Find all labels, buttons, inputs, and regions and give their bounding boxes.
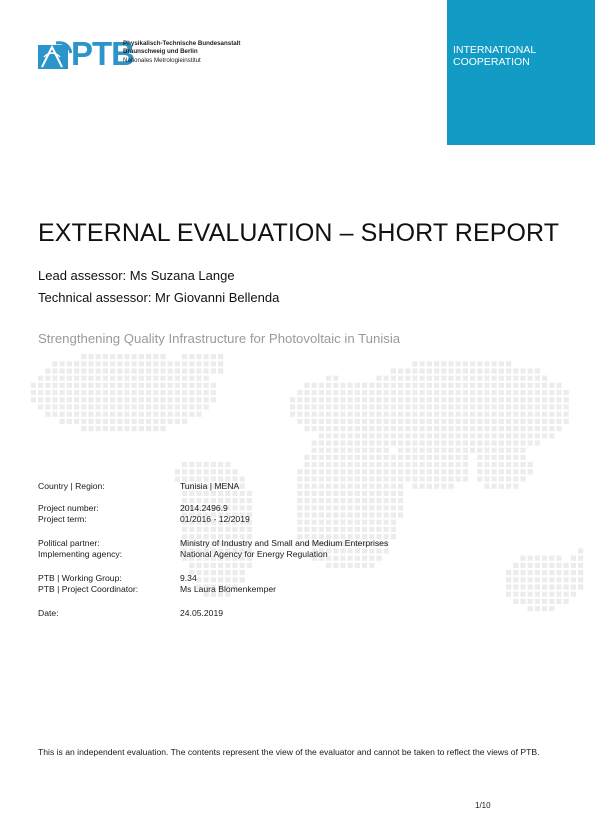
detail-value: Ministry of Industry and Small and Medium Enterprises [180,538,389,548]
detail-label: Project term: [38,514,87,524]
detail-label: Political partner: [38,538,100,548]
detail-label: Implementing agency: [38,549,123,559]
report-title: EXTERNAL EVALUATION – SHORT REPORT [38,219,560,247]
logo-wordmark: PTB [71,35,134,72]
detail-value: 2014.2496.9 [180,503,228,513]
detail-label: Country | Region: [38,481,105,491]
ptb-logo-mark-icon [38,39,72,69]
disclaimer-text: This is an independent evaluation. The contents represent the view of the evaluator and cannot be taken to reflect the views of PTB. [38,747,540,757]
institute-name [123,40,241,65]
detail-value: 9.34 [180,573,197,583]
corner-banner [447,0,595,145]
detail-label: Date: [38,608,59,618]
page-number: 1/10 [475,801,491,810]
detail-value: 24.05.2019 [180,608,224,618]
detail-label: PTB | Working Group: [38,573,122,583]
project-subtitle: Strengthening Quality Infrastructure for Photovoltaic in Tunisia [38,331,401,346]
ptb-logo [38,35,278,73]
detail-value: National Agency for Energy Regulation [180,549,328,559]
institute-line-2: Braunschweig und Berlin [123,48,198,56]
corner-line-2: COOPERATION [453,56,530,68]
detail-value: Tunisia | MENA [180,481,240,491]
detail-value: 01/2016 - 12/2019 [180,514,250,524]
detail-label: Project number: [38,503,99,513]
institute-line-3: Nationales Metrologieinstitut [123,56,201,64]
world-map-background [0,350,595,650]
corner-banner-text [453,44,536,68]
institute-line-1: Physikalisch-Technische Bundesanstalt [123,40,241,47]
lead-assessor: Lead assessor: Ms Suzana Lange [38,268,235,283]
detail-label: PTB | Project Coordinator: [38,584,139,594]
detail-value: Ms Laura Blomenkemper [180,584,277,594]
corner-line-1: INTERNATIONAL [453,44,537,56]
technical-assessor: Technical assessor: Mr Giovanni Bellenda [38,290,280,305]
